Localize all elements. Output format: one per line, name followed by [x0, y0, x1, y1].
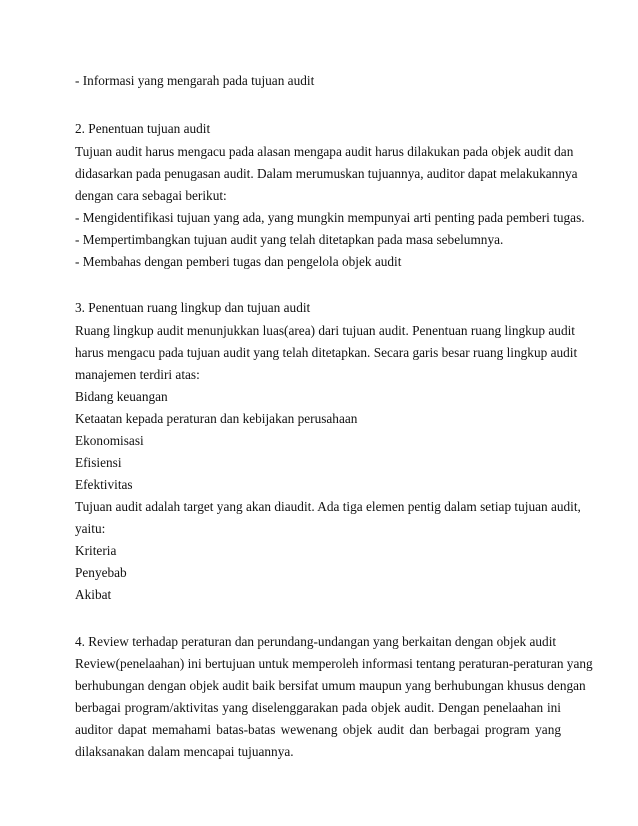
section-2-bullet: - Mengidentifikasi tujuan yang ada, yang mungkin mempunyai arti penting pada pemberi tugas. — [75, 210, 585, 225]
section-2-bullet: - Membahas dengan pemberi tugas dan pengelola objek audit — [75, 254, 402, 269]
section-4-paragraph-line: dilaksanakan dalam mencapai tujuannya. — [75, 744, 294, 759]
section-2-paragraph-line: didasarkan pada penugasan audit. Dalam merumuskan tujuannya, auditor dapat melakukannya — [75, 166, 578, 181]
section-2-bullet: - Mempertimbangkan tujuan audit yang telah ditetapkan pada masa sebelumnya. — [75, 232, 504, 247]
section-4-paragraph-line: auditor dapat memahami batas-batas wewenang objek audit dan berbagai program yang — [75, 722, 561, 737]
section-4-heading: 4. Review terhadap peraturan dan perundang-undangan yang berkaitan dengan objek audit — [75, 634, 557, 649]
bullet-informasi: - Informasi yang mengarah pada tujuan audit — [75, 73, 315, 88]
element-item: Akibat — [75, 587, 112, 602]
scope-item: Efektivitas — [75, 477, 133, 492]
section-3-paragraph-line: manajemen terdiri atas: — [75, 367, 200, 382]
element-item: Penyebab — [75, 565, 127, 580]
scope-item: Bidang keuangan — [75, 389, 168, 404]
section-3-paragraph-line: Ruang lingkup audit menunjukkan luas(area) dari tujuan audit. Penentuan ruang lingkup audit — [75, 323, 575, 338]
scope-item: Ketaatan kepada peraturan dan kebijakan perusahaan — [75, 411, 358, 426]
element-item: Kriteria — [75, 543, 117, 558]
scope-item: Ekonomisasi — [75, 433, 144, 448]
section-3-heading: 3. Penentuan ruang lingkup dan tujuan audit — [75, 300, 311, 315]
section-4-paragraph-line: berbagai program/aktivitas yang diselenggarakan pada objek audit. Dengan penelaahan ini — [75, 700, 561, 715]
section-4-paragraph-line: Review(penelaahan) ini bertujuan untuk memperoleh informasi tentang peraturan-peraturan yang — [75, 656, 593, 671]
section-3-paragraph-line: harus mengacu pada tujuan audit yang telah ditetapkan. Secara garis besar ruang lingkup audit — [75, 345, 578, 360]
section-2-paragraph-line: Tujuan audit harus mengacu pada alasan mengapa audit harus dilakukan pada objek audit dan — [75, 144, 574, 159]
section-4-paragraph-line: berhubungan dengan objek audit baik bersifat umum maupun yang berhubungan khusus dengan — [75, 678, 586, 693]
objective-line: yaitu: — [75, 521, 106, 536]
scope-item: Efisiensi — [75, 455, 122, 470]
section-2-paragraph-line: dengan cara sebagai berikut: — [75, 188, 227, 203]
objective-line: Tujuan audit adalah target yang akan diaudit. Ada tiga elemen pentig dalam setiap tujuan audit, — [75, 499, 581, 514]
section-2-heading: 2. Penentuan tujuan audit — [75, 121, 211, 136]
